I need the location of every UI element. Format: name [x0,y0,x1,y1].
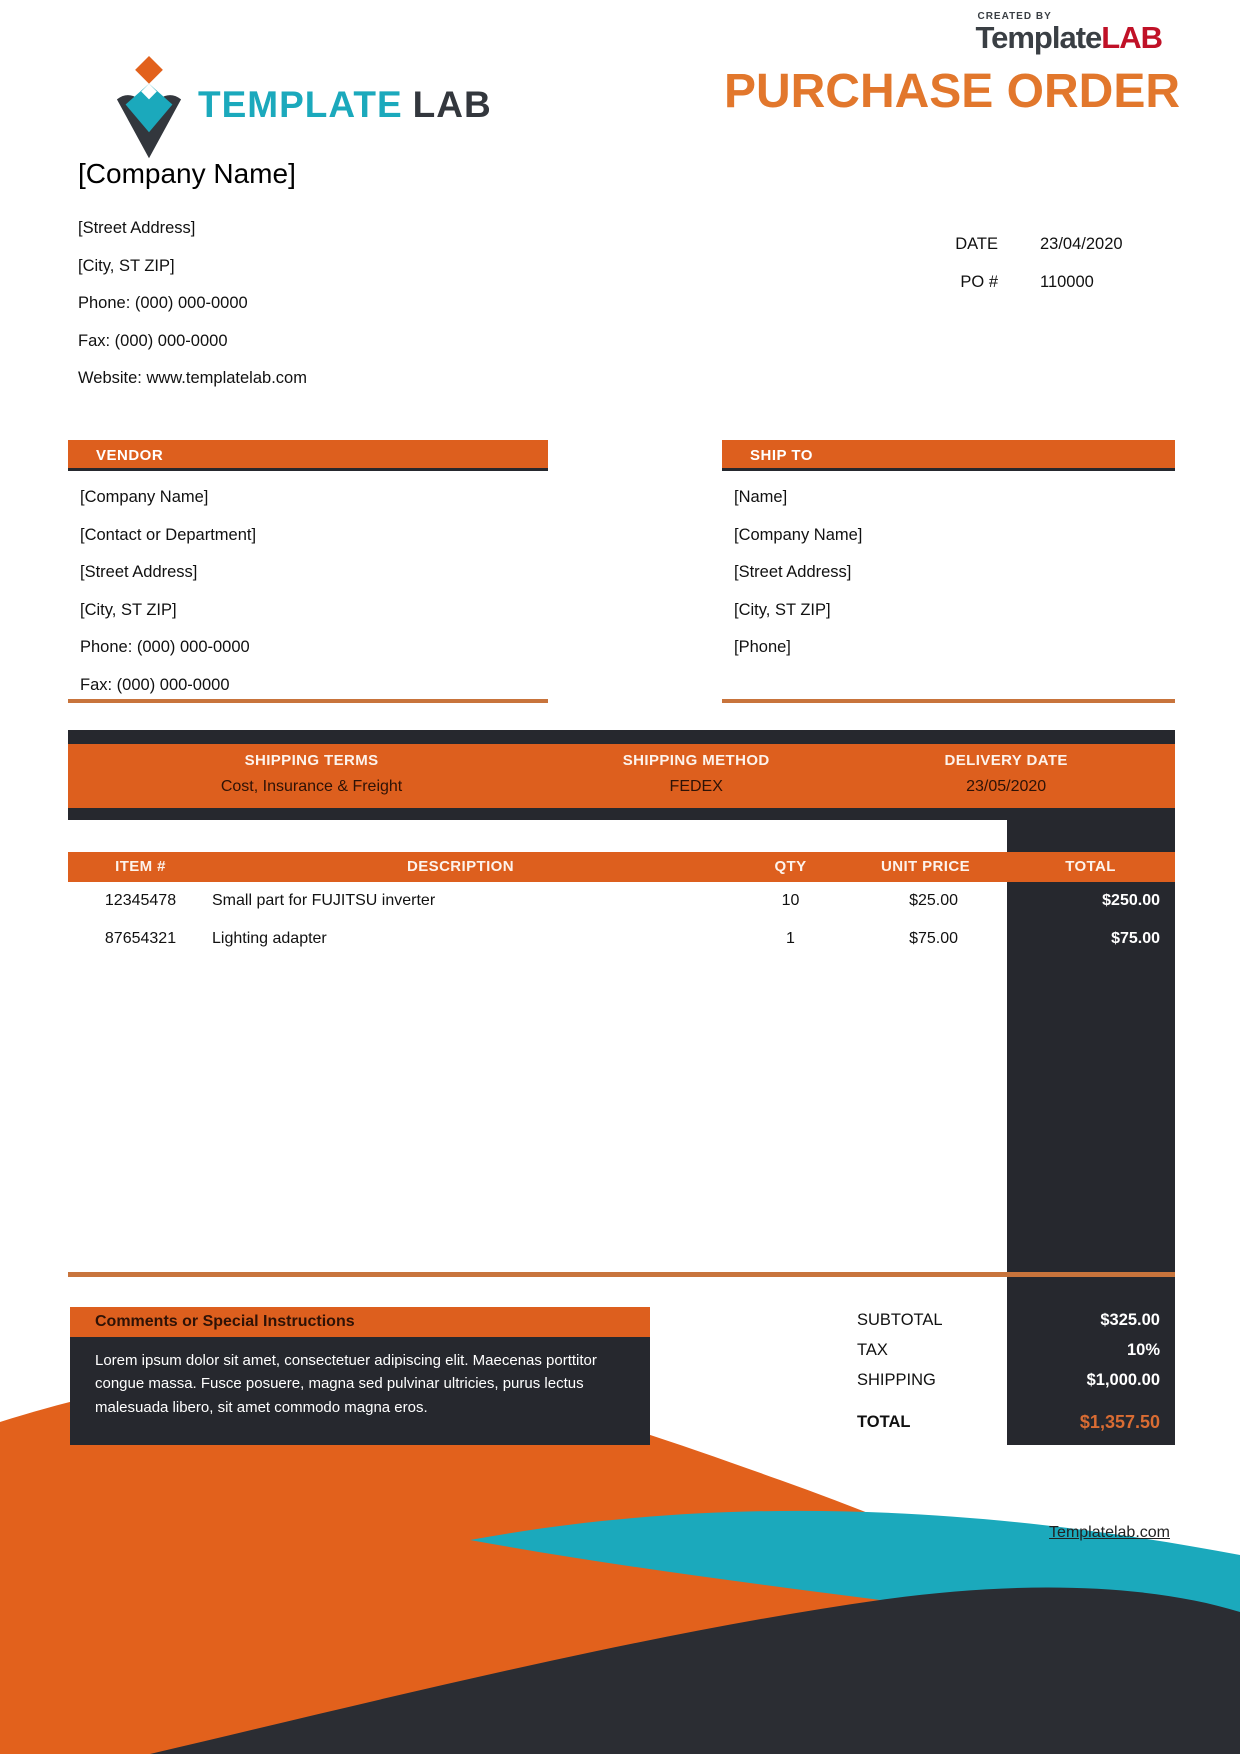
page-title: PURCHASE ORDER [723,65,1180,118]
totals-section [68,1305,1175,1441]
company-street: [Street Address] [78,219,196,237]
vendor-lines [68,471,548,704]
total-label: TOTAL [857,1413,911,1431]
company-city: [City, ST ZIP] [78,256,175,275]
vendor-street: [Street Address] [80,563,198,581]
table-row [68,920,1175,958]
ship-to-city: [City, ST ZIP] [734,600,831,619]
order-meta [880,226,1180,301]
shipping-info-block [68,730,1175,820]
vendor-fax: Fax: (000) 000-0000 [80,675,230,694]
comments-body: Lorem ipsum dolor sit amet, consectetuer adipiscing elit. Maecenas porttitor congue massa. Fusce posuere, magna sed pulvinar ultricies, purus lectus malesuada libero, sit amet commodo magna eros. [70,1337,650,1445]
item-number: 87654321 [104,929,177,947]
tax-label: TAX [857,1341,888,1359]
subtotal-label: SUBTOTAL [857,1311,943,1329]
tax-value: 10% [1126,1341,1160,1359]
shipping-label: SHIPPING [857,1371,936,1389]
company-website: Website: www.templatelab.com [78,369,307,387]
shipping-info-table [68,744,1175,808]
shipping-method-value: FEDEX [669,778,723,795]
shipping-method-label: SHIPPING METHOD [622,752,770,769]
company-name: [Company Name] [78,158,296,189]
po-number-label: PO # [960,272,998,291]
ship-to-section [722,440,1175,703]
item-number: 12345478 [104,892,177,909]
vendor-section [68,440,548,703]
shipping-terms-value: Cost, Insurance & Freight [220,778,403,795]
po-number-row [880,264,1180,302]
item-total: $75.00 [1111,929,1160,947]
item-total: $250.00 [1102,892,1160,909]
date-row [880,226,1180,264]
delivery-date-label: DELIVERY DATE [944,752,1068,769]
ship-to-name: [Name] [734,488,788,506]
ship-to-header: SHIP TO [722,440,1175,471]
items-header-qty: QTY [774,858,807,875]
ship-to-company: [Company Name] [734,525,863,544]
items-header-total: TOTAL [1065,858,1116,875]
shipping-bottom-bar [68,808,1175,820]
ship-to-phone: [Phone] [734,638,791,656]
vendor-company: [Company Name] [80,488,209,506]
items-table-header [68,852,1175,882]
company-phone: Phone: (000) 000-0000 [78,294,248,312]
shipping-terms-column [68,744,555,808]
templatelab-wordmark [198,84,492,126]
totals-divider-rule [68,1272,1175,1277]
templatelab-logo [108,56,492,160]
templatelab-logo-icon [108,56,190,160]
item-qty: 1 [786,929,795,947]
shipping-terms-label: SHIPPING TERMS [244,752,379,769]
ship-to-street: [Street Address] [734,563,852,581]
created-by-wordmark-lab: LAB [1101,20,1162,55]
vendor-city: [City, ST ZIP] [80,600,177,619]
table-row [68,882,1175,920]
ship-to-lines [722,471,1175,667]
item-description: Small part for FUJITSU inverter [212,892,436,909]
item-description: Lighting adapter [212,929,327,947]
templatelab-footer-link[interactable]: Templatelab.com [1049,1524,1170,1541]
items-header-description: DESCRIPTION [407,858,514,875]
subtotal-value: $325.00 [1100,1311,1160,1329]
created-by-wordmark [975,20,1162,55]
tax-row [68,1335,1175,1365]
items-header-item: ITEM # [115,858,166,875]
item-qty: 10 [781,892,800,909]
delivery-date-column [837,744,1175,808]
items-table-body [68,882,1175,957]
total-row [68,1403,1175,1441]
company-address [78,210,307,398]
company-fax: Fax: (000) 000-0000 [78,331,228,350]
vendor-phone: Phone: (000) 000-0000 [80,638,250,656]
created-by-logo [975,12,1162,53]
subtotal-row [68,1305,1175,1335]
wordmark-lab: LAB [412,84,492,125]
item-unit-price: $75.00 [909,929,958,947]
comments-header: Comments or Special Instructions [70,1307,650,1337]
vendor-contact: [Contact or Department] [80,525,257,544]
shipping-value: $1,000.00 [1086,1371,1160,1389]
company-info [78,158,307,398]
shipping-top-bar [68,730,1175,744]
wordmark-template: TEMPLATE [198,84,403,125]
date-value: 23/04/2020 [1040,235,1123,254]
po-number-value: 110000 [1040,272,1094,291]
date-label: DATE [955,235,998,254]
ship-to-underline [722,699,1175,703]
total-value: $1,357.50 [1079,1412,1160,1432]
vendor-underline [68,699,548,703]
created-by-wordmark-template: Template [975,20,1102,55]
item-unit-price: $25.00 [909,892,958,909]
shipping-row [68,1365,1175,1395]
vendor-header: VENDOR [68,440,548,471]
shipping-method-column [555,744,837,808]
items-header-unit-price: UNIT PRICE [880,858,970,875]
delivery-date-value: 23/05/2020 [966,778,1047,795]
created-by-label: CREATED BY [977,11,1052,22]
